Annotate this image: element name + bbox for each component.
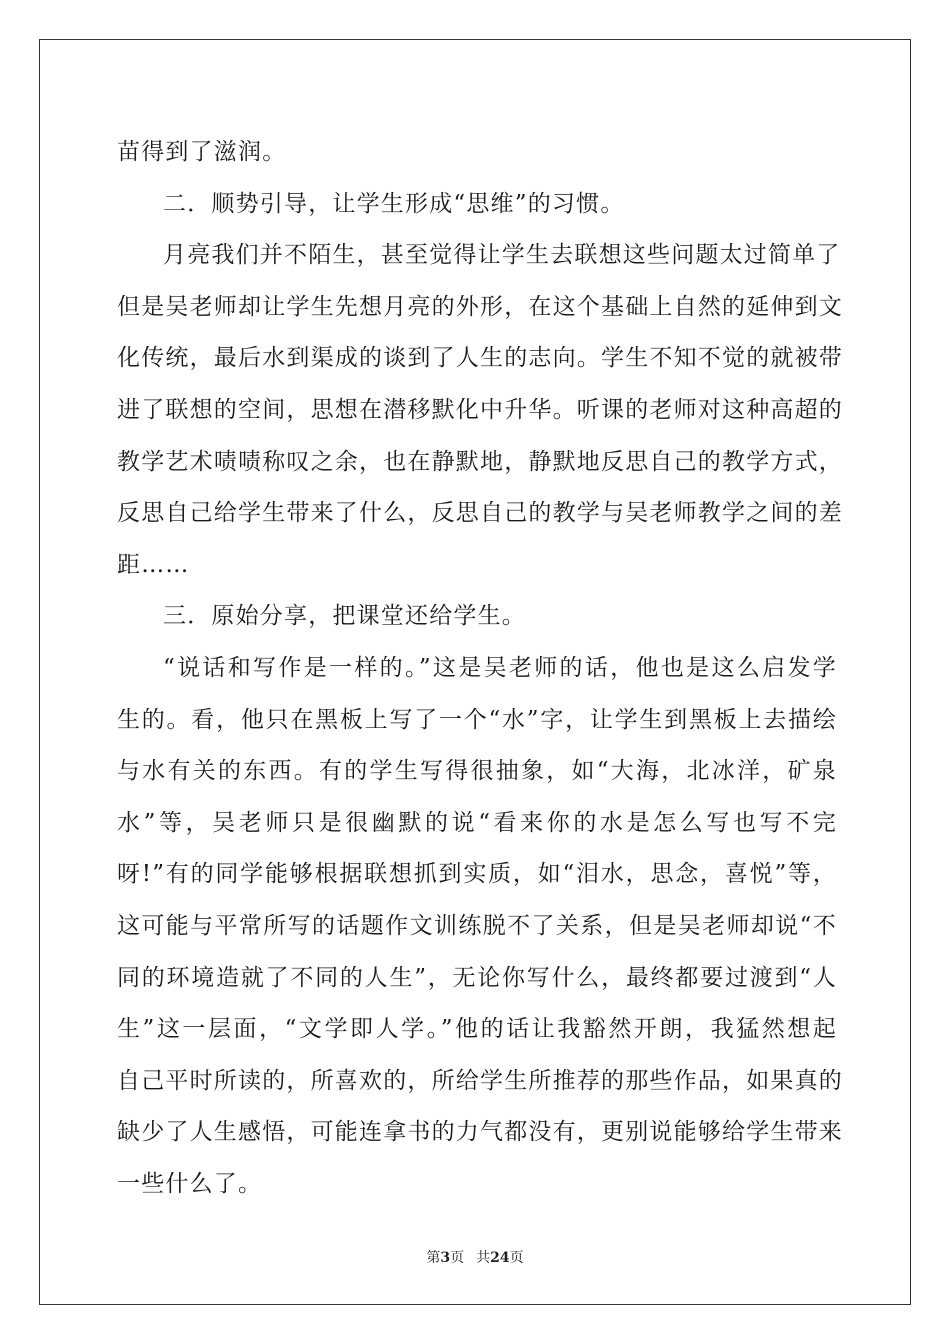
- text-line: 同的环境造就了不同的人生”，无论你写什么，最终都要过渡到“人: [117, 964, 837, 991]
- text-line: 距……: [117, 551, 190, 578]
- total-suffix: 页: [509, 1250, 524, 1266]
- text-line: 反思自己给学生带来了什么，反思自己的教学与吴老师教学之间的差: [117, 500, 843, 527]
- section-heading: 三．原始分享，把课堂还给学生。: [163, 603, 526, 630]
- text-line: 一些什么了。: [117, 1170, 263, 1197]
- text-line: 教学艺术啧啧称叹之余，也在静默地，静默地反思自己的教学方式，: [117, 448, 843, 475]
- total-prefix: 共: [476, 1250, 491, 1266]
- page-suffix: 页: [450, 1250, 465, 1266]
- text-line: 化传统，最后水到渠成的谈到了人生的志向。学生不知不觉的就被带: [117, 345, 843, 372]
- text-line: 水”等，吴老师只是很幽默的说“看来你的水是怎么写也写不完: [117, 809, 837, 836]
- document-body: [117, 127, 843, 1210]
- text-line: 进了联想的空间，思想在潜移默化中升华。听课的老师对这种高超的: [117, 396, 843, 423]
- section-heading: 二．顺势引导，让学生形成“思维”的习惯。: [163, 190, 625, 217]
- page-number: 3: [440, 1250, 451, 1266]
- text-line: 缺少了人生感悟，可能连拿书的力气都没有，更别说能够给学生带来: [117, 1119, 843, 1146]
- page-prefix: 第: [426, 1250, 441, 1266]
- text-line: 呀!”有的同学能够根据联想抓到实质，如“泪水，思念，喜悦”等，: [117, 861, 837, 888]
- text-line: “说话和写作是一样的。”这是吴老师的话，他也是这么启发学: [163, 654, 837, 681]
- total-pages: 24: [490, 1250, 510, 1266]
- text-line: 这可能与平常所写的话题作文训练脱不了关系，但是吴老师却说“不: [117, 912, 837, 939]
- text-line: 但是吴老师却让学生先想月亮的外形，在这个基础上自然的延伸到文: [117, 293, 843, 320]
- text-line: 自己平时所读的，所喜欢的，所给学生所推荐的那些作品，如果真的: [117, 1067, 843, 1094]
- page-footer: [0, 1247, 950, 1267]
- text-line: 生”这一层面，“文学即人学。”他的话让我豁然开朗，我猛然想起: [117, 1016, 837, 1043]
- text-line: 与水有关的东西。有的学生写得很抽象，如“大海，北冰洋，矿泉: [117, 758, 837, 785]
- text-line: 苗得到了滋润。: [117, 139, 287, 165]
- text-line: 月亮我们并不陌生，甚至觉得让学生去联想这些问题太过简单了: [163, 242, 841, 269]
- text-line: 生的。看，他只在黑板上写了一个“水”字，让学生到黑板上去描绘: [117, 706, 837, 733]
